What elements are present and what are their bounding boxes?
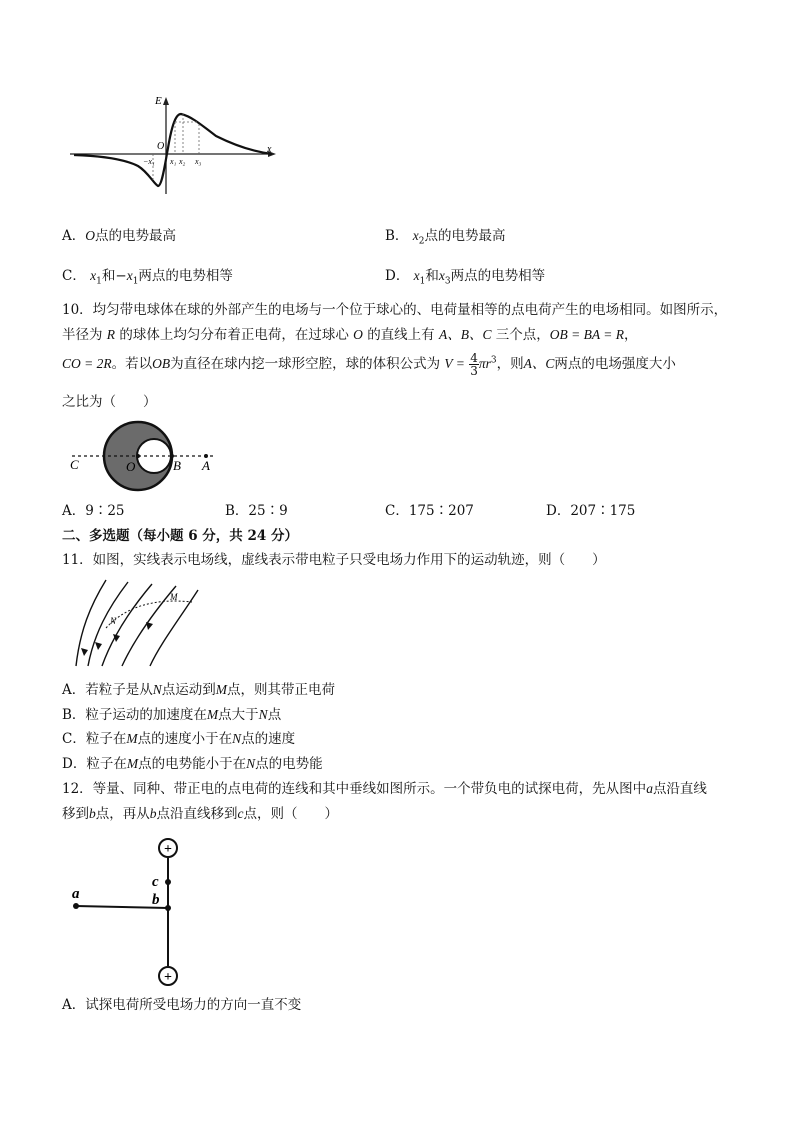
q12-label-c: c (152, 874, 159, 890)
q10-stem-line4: 之比为（ ） (62, 394, 157, 410)
q10-option-c: C．175∶207 (385, 503, 474, 519)
q9-tick-x2: x₂ (179, 157, 186, 166)
q10-volume-fraction: $\frac{4}{3}$ (470, 351, 478, 378)
q11-label-m: M (170, 592, 178, 602)
q12-charges-figure (66, 836, 196, 990)
section-heading-multi-choice: 二、多选题（每小题 6 分，共 24 分） (62, 528, 298, 544)
q10-label-a: A (202, 458, 210, 473)
q10-option-a: A．9∶25 (62, 503, 125, 519)
q11-option-c: C．粒子在M点的速度小于在N点的速度 (62, 731, 296, 747)
q11-option-d: D．粒子在M点的电势能小于在N点的电势能 (62, 756, 323, 772)
q9-axis-y-label: E (155, 95, 162, 107)
q9-ex-graph (66, 94, 282, 198)
q9-origin-label: O (157, 141, 165, 152)
q9-option-a: A．O点的电势最高 (62, 228, 176, 244)
q12-stem-line1: 12．等量、同种、带正电的点电荷的连线和其中垂线如图所示。一个带负电的试探电荷，先从图中a点沿直线 (62, 781, 707, 797)
q10-stem-line3: CO = 2R。若以OB为直径在球内挖一球形空腔，球的体积公式为 V = $\frac{4}{3}$ $\pi r^3$，则A、C两点的电场强度大小 (62, 351, 676, 378)
q12-option-a: A．试探电荷所受电场力的方向一直不变 (62, 997, 302, 1013)
q10-label-o: O (126, 459, 136, 474)
q10-stem-line2: 半径为 R 的球体上均匀分布着正电荷，在过球心 O 的直线上有 A、B、C 三个点，OB = BA = R， (62, 327, 638, 343)
q10-label-b: B (173, 458, 181, 473)
q9-tick-x3: x₃ (195, 157, 202, 166)
q12-stem-line2: 移到b点，再从b点沿直线移到c点，则（ ） (62, 806, 338, 822)
q12-plus-top: + (164, 842, 172, 857)
q11-option-a: A．若粒子是从N点运动到M点，则其带正电荷 (62, 682, 336, 698)
q12-plus-bottom: + (164, 970, 172, 985)
q11-option-b: B．粒子运动的加速度在M点大于N点 (62, 707, 282, 723)
q10-sphere-figure (66, 418, 222, 494)
q10-label-c: C (70, 457, 79, 472)
q11-field-lines-figure (66, 576, 200, 668)
q10-option-d: D．207∶175 (546, 503, 636, 519)
q11-label-n: N (110, 616, 117, 626)
q10-stem-line1: 10．均匀带电球体在球的外部产生的电场与一个位于球心的、电荷量相等的点电荷产生的电场相同。如图所示， (62, 302, 728, 318)
q10-option-b: B．25∶9 (225, 503, 288, 519)
q9-tick-neg-x1: −x₁ (143, 157, 155, 166)
q12-label-a: a (72, 886, 80, 902)
q9-tick-x1: x₁ (170, 157, 177, 166)
q9-option-c: C． $x_1$和$-x_1$两点的电势相等 (62, 268, 233, 287)
q9-option-b: B． $x_2$点的电势最高 (385, 228, 506, 247)
q9-axis-x-label: x (267, 144, 272, 155)
q12-label-b: b (152, 892, 160, 908)
q9-option-d: D． $x_1$和$x_3$两点的电势相等 (385, 268, 546, 287)
q11-stem: 11．如图，实线表示电场线，虚线表示带电粒子只受电场力作用下的运动轨迹，则（ ） (62, 552, 606, 568)
